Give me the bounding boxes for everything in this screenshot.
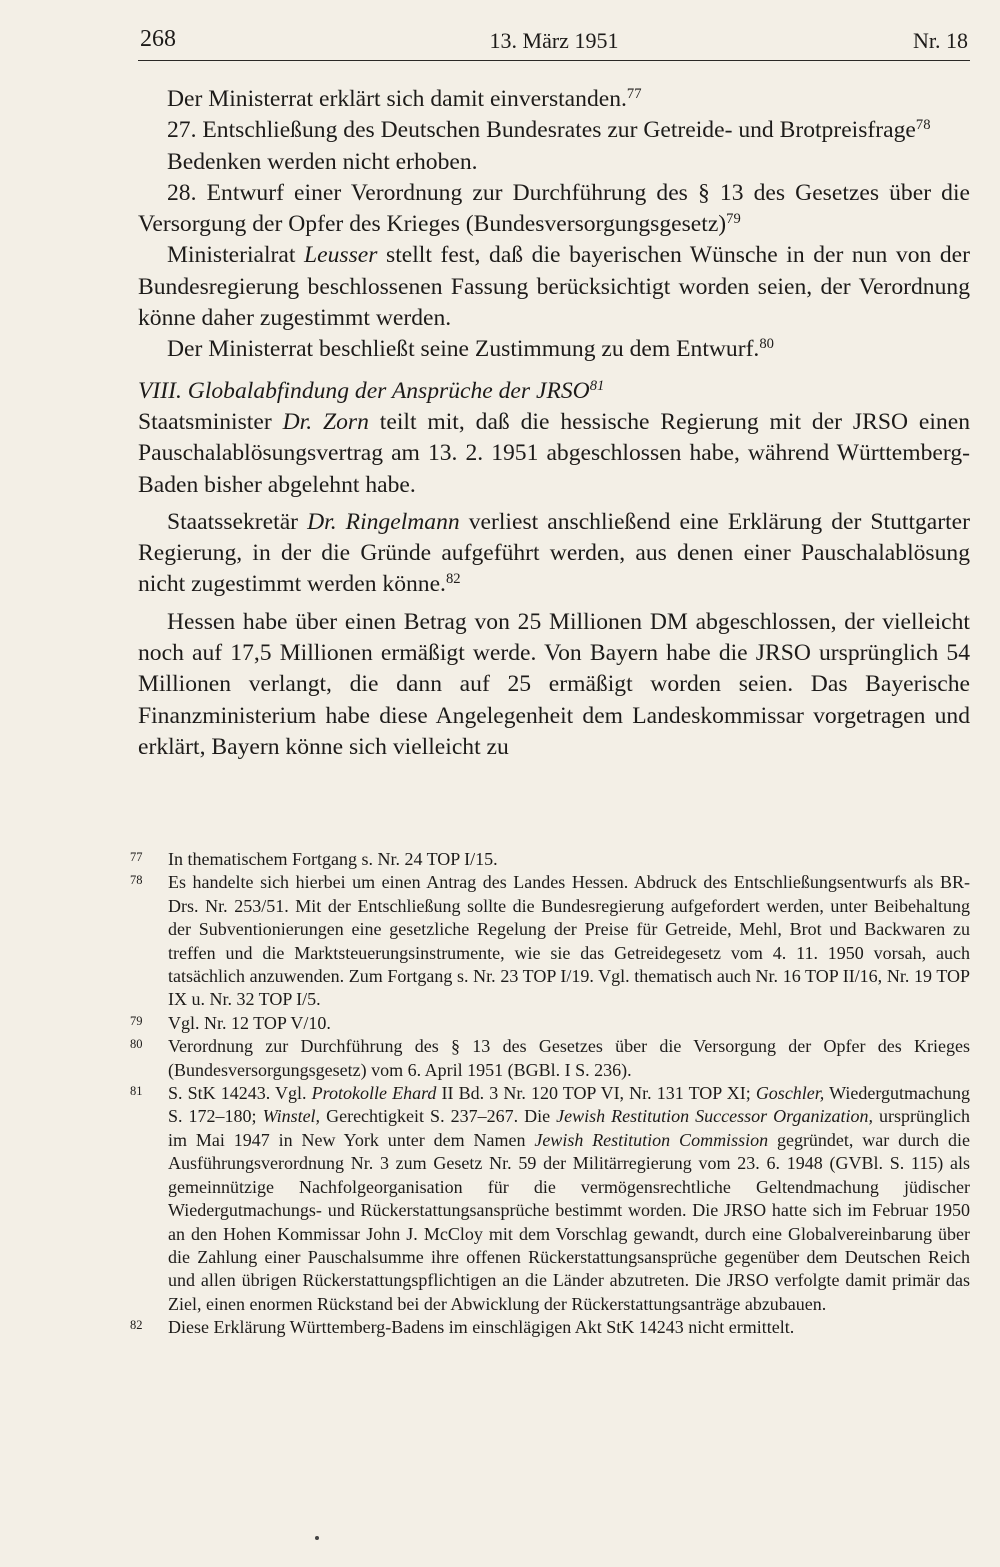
paragraph-text: Der Ministerrat erklärt sich damit einverstanden. (167, 86, 627, 112)
person-name: Leusser (304, 242, 378, 269)
paragraph (138, 84, 970, 115)
page-number: 268 (140, 26, 176, 52)
footnotes (130, 848, 971, 1340)
footnote-text (168, 1082, 970, 1316)
footnote-ref: 77 (626, 85, 642, 102)
paragraph-lead: Ministerialrat (167, 242, 305, 269)
footnote-segment: ursprünglich im Mai 1947 in New York unter dem Namen (168, 1106, 971, 1150)
footnote-ref: 79 (726, 211, 741, 228)
footnote-ref: 82 (445, 571, 461, 588)
section-heading (138, 376, 970, 407)
footnote (130, 871, 970, 1011)
footnote (130, 1082, 971, 1316)
footnote-ref: 78 (915, 117, 931, 134)
footnote-number: 77 (130, 850, 143, 864)
footnote-number: 79 (130, 1013, 143, 1028)
footnote-number: 82 (130, 1318, 143, 1333)
footnote-text: Verordnung zur Durchführung des § 13 des Gesetzes über die Versorgung der Opfer des Krieges (Bundesversorgungsgesetz) vom 6. April 1951 (BGBl. I S. 236). (168, 1036, 970, 1080)
footnote-segment: S. StK 14243. Vgl. (168, 1083, 312, 1104)
paragraph (138, 507, 970, 601)
running-header (138, 24, 970, 61)
footnote-citation: Winstel, (262, 1106, 321, 1127)
paragraph (138, 147, 970, 178)
footnote (130, 1035, 970, 1082)
issue-number: Nr. 18 (913, 28, 968, 53)
paragraph-text: Der Ministerrat beschließt seine Zustimmung zu dem Entwurf. (167, 336, 760, 363)
footnote-text: Diese Erklärung Württemberg-Badens im einschlägigen Akt StK 14243 nicht ermittelt. (168, 1317, 795, 1338)
footnote-citation: Goschler, (755, 1083, 825, 1104)
paragraph-text: 28. Entwurf einer Verordnung zur Durchführung des § 13 des Gesetzes über die Versorgung der Opfer des Krieges (Bundesversorgungsgesetz) (138, 179, 970, 238)
footnote-number: 81 (130, 1084, 143, 1099)
footnote-text: Vgl. Nr. 12 TOP V/10. (168, 1012, 331, 1033)
paragraph (138, 240, 970, 334)
footnote-segment: Gerechtigkeit S. 237–267. Die (320, 1106, 557, 1127)
footnote-number: 80 (130, 1037, 143, 1052)
footnote (130, 848, 970, 871)
footnote-number: 78 (130, 873, 143, 888)
paragraph-lead: Staatsminister (138, 408, 283, 435)
print-speck (315, 1536, 319, 1540)
paragraph-text: stellt fest, daß die bayerischen Wünsche in der nun von der Bundesregierung beschlossenen Fassung berücksichtigt worden seien, der Verordnung könne daher zugestimmt werden. (138, 242, 970, 332)
main-text (138, 84, 970, 763)
person-name: Dr. Zorn (282, 408, 369, 435)
paragraph (138, 407, 970, 501)
footnote-citation: Protokolle Ehard (311, 1083, 437, 1104)
footnote-text: In thematischem Fortgang s. Nr. 24 TOP I/15. (168, 849, 498, 869)
header-date: 13. März 1951 (489, 28, 619, 53)
footnote-segment: Wiedergutmachung S. 172–180; (168, 1083, 970, 1127)
footnote-citation: Jewish Restitution Commission (534, 1129, 769, 1150)
paragraph-text: Bedenken werden nicht erhoben. (167, 148, 478, 175)
paragraph (138, 334, 970, 365)
footnote (130, 1012, 970, 1035)
person-name: Dr. Ringelmann (307, 508, 460, 535)
footnote-ref: 81 (589, 377, 605, 394)
paragraph-text: verliest anschließend eine Erklärung der Stuttgarter Regierung, in der die Gründe aufgeführt werden, aus denen einer Pauschalablösung nicht zugestimmt werden könne. (138, 508, 971, 598)
paragraph-text: teilt mit, daß die hessische Regierung mit der JRSO einen Pauschalablösungsvertrag am 13. 2. 1951 abgeschlossen habe, während Württemberg-Baden bisher abgelehnt habe. (138, 408, 970, 498)
footnote-text: Es handelte sich hierbei um einen Antrag des Landes Hessen. Abdruck des Entschließungsentwurfs als BR-Drs. Nr. 253/51. Mit der Entschließung sollte die Bundesregierung aufgefordert werden, unter Beibehaltung der Subventionierungen eine gesetzliche Regelung der Preise für Getreide, Mehl, Brot und Backwaren zu treffen und die Marktsteuerungsinstrumente, wie sie das Getreidegesetz vom 4. 11. 1950 vorsah, auch tatsächlich anzuwenden. Zum Fortgang s. Nr. 23 TOP I/19. Vgl. thematisch auch Nr. 16 TOP II/16, Nr. 19 TOP IX u. Nr. 32 TOP I/5. (168, 872, 970, 1010)
paragraph (138, 115, 970, 146)
paragraph (138, 178, 970, 241)
paragraph-lead: Staatssekretär (167, 508, 308, 535)
paragraph-text: Hessen habe über einen Betrag von 25 Millionen DM abgeschlossen, der vielleicht noch auf 17,5 Millionen ermäßigt werde. Von Bayern habe die JRSO ursprünglich 54 Millionen verlangt, die dann auf 25 ermäßigt worden seien. Das Bayerische Finanzministerium habe diese Angelegenheit dem Landeskommissar vorgetragen und erklärt, Bayern könne sich vielleicht zu (138, 608, 970, 760)
paragraph-text: VIII. Globalabfindung der Ansprüche der JRSO (138, 377, 590, 404)
footnote-segment: gegründet, war durch die Ausführungsverordnung Nr. 3 zum Gesetz Nr. 59 der Militärregierung vom 23. 6. 1948 (GVBl. S. 115) als gemeinnützige Nachfolgeorganisation für die vermögensrechtliche Geltendmachung jüdischer Wiedergutmachungs- und Rückerstattungsansprüche bestimmt worden. Die JRSO hatte sich im Februar 1950 an den Hohen Kommissar John J. McCloy mit dem Vorschlag gewandt, durch eine Globalvereinbarung über die Zahlung einer Pauschalsumme ihre offenen Rückerstattungsansprüche gegenüber dem Deutschen Reich und allen übrigen Rückerstattungspflichtigen an die Länder abzutreten. Die JRSO verfolgte damit primär das Ziel, einen enormen Rückstand bei der Abwicklung der Rückerstattungsanträge abzubauen. (168, 1129, 970, 1314)
paragraph (138, 607, 970, 763)
footnote-ref: 80 (759, 336, 774, 353)
footnote (130, 1316, 970, 1339)
footnote-segment: II Bd. 3 Nr. 120 TOP VI, Nr. 131 TOP XI; (436, 1083, 756, 1104)
paragraph-text: 27. Entschließung des Deutschen Bundesrates zur Getreide- und Brotpreisfrage (167, 117, 916, 144)
footnote-citation: Jewish Restitution Successor Organization, (556, 1106, 873, 1127)
